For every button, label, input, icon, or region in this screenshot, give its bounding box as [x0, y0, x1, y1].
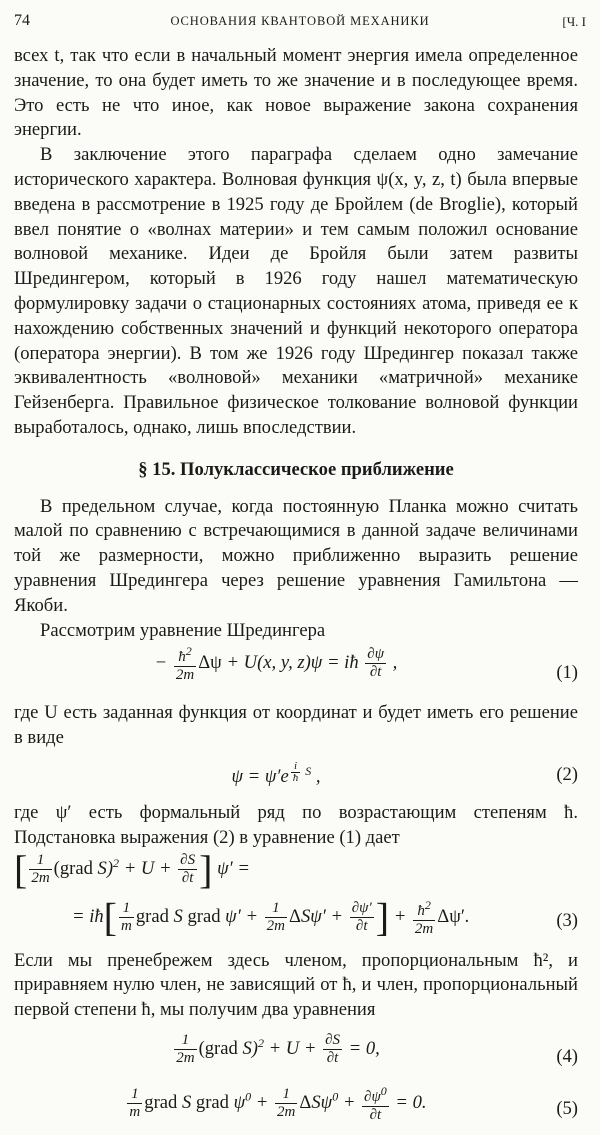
text-body: [14, 44, 578, 1135]
paragraph-4: Рассмотрим уравнение Шредингера: [40, 619, 326, 641]
page-number: 74: [14, 12, 30, 29]
equation-number-4: (4): [556, 1045, 578, 1067]
equation-number-2: (2): [556, 763, 578, 785]
equation-3: [ $\frac{1}{2m}$ (grad S)$^2$ + U + $\frac{\partial S}{\partial t}$ ] ψ′ = = iħ[ $\frac{1}{m}$ grad S grad ψ′ + $\frac{1}{2m}$ ΔSψ′ + $\frac{\partial\psi'}{\partial t}$ ] + $\frac{ħ^2}{2m}$ Δψ′. (3): [14, 846, 578, 940]
equation-1: − $\frac{ħ^2}{2m}$ Δψ + U(x, y, z)ψ = iħ $\frac{\partial\psi}{\partial t}$ , (1): [14, 643, 578, 701]
equation-5: $\frac{1}{m}$ grad S grad $\psi^0$ + $\frac{1}{2m}$ ΔSψ$^0$ + $\frac{\partial\psi^0}{\partial t}$ = 0. (5): [129, 1083, 578, 1123]
equation-number-3: (3): [556, 909, 578, 931]
section-title: § 15. Полуклассическое приближение: [138, 458, 454, 480]
paragraph-6: где ψ′ есть формальный ряд по возрастающим степеням ħ. Подстановка выражения (2) в уравнение (1) дает: [14, 801, 578, 848]
running-title: ОСНОВАНИЯ КВАНТОВОЙ МЕХАНИКИ: [170, 14, 430, 28]
equation-number-1: (1): [556, 662, 578, 684]
page-header: [14, 8, 586, 36]
paragraph-1: всех t, так что если в начальный момент энергия имела определенное значение, то она будет иметь то же значение и в последующее время. Это есть не что иное, как новое выражение закона сохранения энергии.: [14, 45, 578, 141]
equation-4: $\frac{1}{2m}$ (grad S)$^2$ + U + $\frac{\partial S}{\partial t}$ = 0, (4): [14, 1031, 578, 1083]
paragraph-5: где U есть заданная функция от координат и будет иметь его решение в виде: [14, 702, 578, 749]
chapter-label: [Ч. I: [562, 14, 586, 29]
paragraph-7: Если мы пренебрежем здесь членом, пропорциональным ħ², и приравняем нулю член, не зависящий от ħ, и член, пропорциональный первой степени ħ, мы получим два уравнения: [14, 949, 578, 1021]
equation-number-5: (5): [556, 1097, 578, 1119]
paragraph-2: В заключение этого параграфа сделаем одно замечание исторического характера. Волновая функция ψ(x, y, z, t) была впервые введена в рассмотрение в 1925 году де Бройлем (de Broglie), который ввел понятие о «волнах материи» и тем самым положил основание волновой механике. Идеи де Бройля были затем развиты Шредингером, который в 1926 году нашел математическую формулировку задачи о стационарных состояниях атома, приведя ее к нахождению собственных значений и функций некоторого оператора (оператора энергии). В том же 1926 году Шредингер показал также эквивалентность «волновой» механики «матричной» механике Гейзенберга. Правильное физическое толкование волновой функции выработалось, однако, лишь впоследствии.: [14, 144, 578, 438]
paragraph-3: В предельном случае, когда постоянную Планка можно считать малой по сравнению с встречающимися в данной задаче величинами той же размерности, можно приближенно выразить решение уравнения Шредингера через решение уравнения Гамильтона — Якоби.: [14, 495, 578, 616]
equation-2: ψ = ψ′e $^{\frac{i}{ħ} S}$ , (2): [231, 759, 578, 788]
